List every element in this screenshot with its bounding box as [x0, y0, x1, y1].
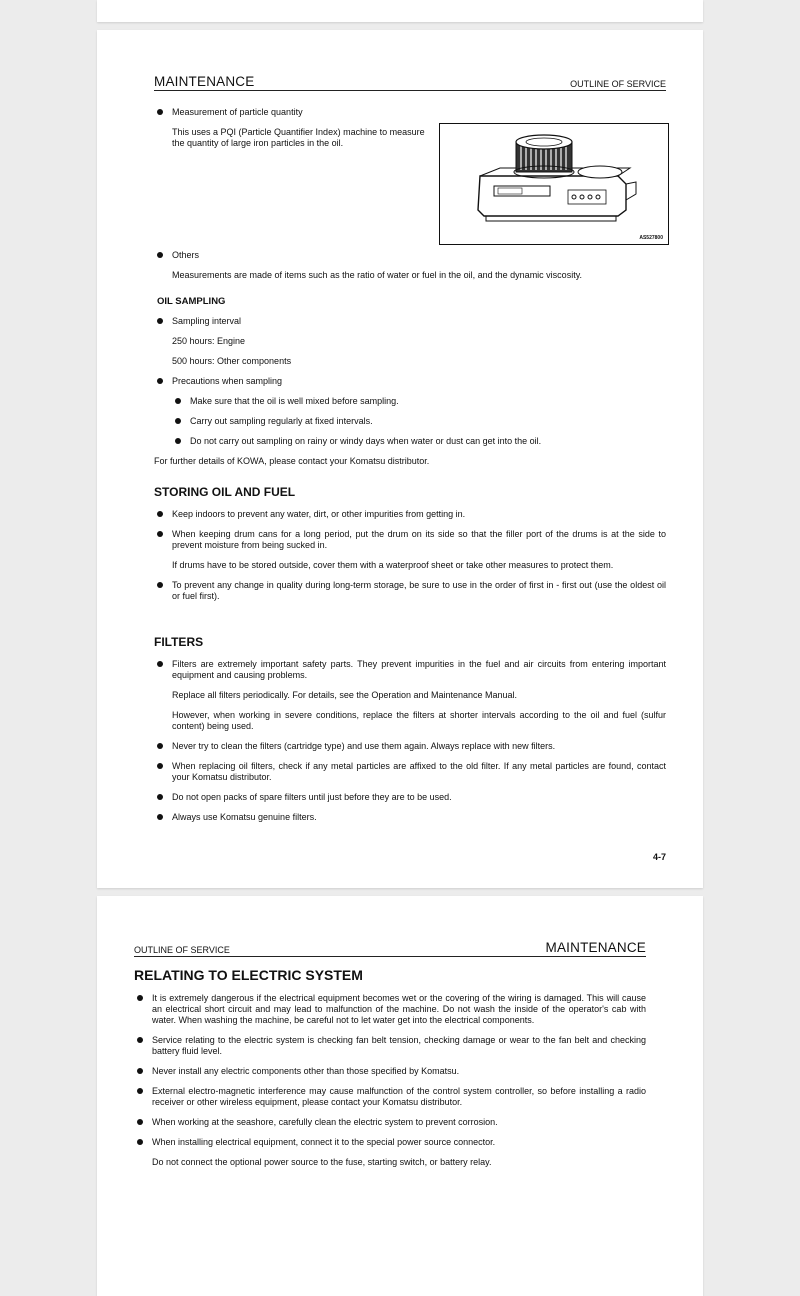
header-section-title: MAINTENANCE — [154, 74, 255, 89]
document-page — [97, 30, 703, 888]
filters-note: However, when working in severe conditions, replace the filters at shorter intervals according to the oil and fuel (sulfur content) being used. — [172, 710, 666, 731]
bullet-precautions: Precautions when sampling — [154, 376, 666, 387]
page-header — [134, 936, 646, 957]
bullet-sampling-interval: Sampling interval — [154, 316, 666, 327]
filters-note: Replace all filters periodically. For details, see the Operation and Maintenance Manual. — [172, 690, 518, 700]
header-chapter-title: OUTLINE OF SERVICE — [570, 79, 666, 89]
storing-bullet: When keeping drum cans for a long period, put the drum on its side so that the filler port of the drums is at the side to prevent moisture from being sucked in. — [154, 529, 666, 551]
filters-bullet: Always use Komatsu genuine filters. — [154, 812, 666, 823]
document-page — [97, 896, 703, 1296]
oil-sampling-section — [154, 296, 666, 467]
bullet-particle-quantity: Measurement of particle quantity — [154, 107, 434, 118]
electric-bullet: It is extremely dangerous if the electrical equipment becomes wet or the covering of the wiring is damaged. This will cause an electrical short circuit and may lead to malfunction of the machine. Do not wash the inside of the operator's cab with water. When washing the machine, be careful not to let water get into the electrical components. — [134, 993, 646, 1026]
others-description: Measurements are made of items such as the ratio of water or fuel in the oil, and the dynamic viscosity. — [172, 270, 583, 280]
interval-engine: 250 hours: Engine — [172, 336, 246, 346]
electric-system-heading: RELATING TO ELECTRIC SYSTEM — [134, 967, 363, 983]
header-chapter-title: OUTLINE OF SERVICE — [134, 945, 230, 955]
electric-bullet: When working at the seashore, carefully clean the electric system to prevent corrosion. — [134, 1117, 646, 1128]
filters-bullet: Do not open packs of spare filters until just before they are to be used. — [154, 792, 666, 803]
pqi-block — [154, 107, 434, 149]
others-block — [154, 250, 666, 281]
electric-system-section — [134, 967, 646, 1168]
electric-bullet: When installing electrical equipment, connect it to the special power source connector. — [134, 1137, 646, 1148]
filters-bullet: When replacing oil filters, check if any metal particles are affixed to the old filter. If any metal particles are found, contact your Komatsu distributor. — [154, 761, 666, 783]
header-section-title: MAINTENANCE — [545, 940, 646, 955]
storing-section — [154, 487, 666, 602]
filters-heading: FILTERS — [154, 635, 204, 649]
precaution-item: Do not carry out sampling on rainy or windy days when water or dust can get into the oil. — [154, 436, 666, 447]
page-header — [154, 70, 666, 91]
precaution-item: Carry out sampling regularly at fixed intervals. — [154, 416, 666, 427]
electric-bullet: Never install any electric components other than those specified by Komatsu. — [134, 1066, 646, 1077]
electric-note: Do not connect the optional power source to the fuse, starting switch, or battery relay. — [152, 1157, 492, 1167]
further-details: For further details of KOWA, please contact your Komatsu distributor. — [154, 456, 430, 466]
electric-bullet: Service relating to the electric system is checking fan belt tension, checking damage or wear to the fan belt and checking battery fluid level. — [134, 1035, 646, 1057]
filters-section — [154, 637, 666, 823]
pqi-machine-figure — [439, 123, 669, 245]
interval-other: 500 hours: Other components — [172, 356, 292, 366]
storing-bullet: To prevent any change in quality during long-term storage, be sure to use in the order of first in - first out (use the oldest oil or fuel first). — [154, 580, 666, 602]
storing-note: If drums have to be stored outside, cover them with a waterproof sheet or take other measures to protect them. — [172, 560, 614, 570]
storing-heading: STORING OIL AND FUEL — [154, 485, 296, 499]
precaution-item: Make sure that the oil is well mixed before sampling. — [154, 396, 666, 407]
previous-page-edge — [97, 0, 703, 22]
pqi-machine-icon — [440, 124, 668, 244]
bullet-others: Others — [154, 250, 666, 261]
electric-bullet: External electro-magnetic interference may cause malfunction of the control system controller, so before installing a radio receiver or other wireless equipment, please contact your Komatsu distributor. — [134, 1086, 646, 1108]
figure-label: AS527800 — [639, 235, 663, 241]
filters-bullet: Never try to clean the filters (cartridge type) and use them again. Always replace with new filters. — [154, 741, 666, 752]
pqi-description: This uses a PQI (Particle Quantifier Index) machine to measure the quantity of large iron particles in the oil. — [172, 127, 425, 148]
page-number: 4-7 — [652, 852, 666, 862]
oil-sampling-heading: OIL SAMPLING — [157, 296, 226, 307]
filters-bullet: Filters are extremely important safety parts. They prevent impurities in the fuel and air circuits from entering important equipment and causing problems. — [154, 659, 666, 681]
storing-bullet: Keep indoors to prevent any water, dirt, or other impurities from getting in. — [154, 509, 666, 520]
